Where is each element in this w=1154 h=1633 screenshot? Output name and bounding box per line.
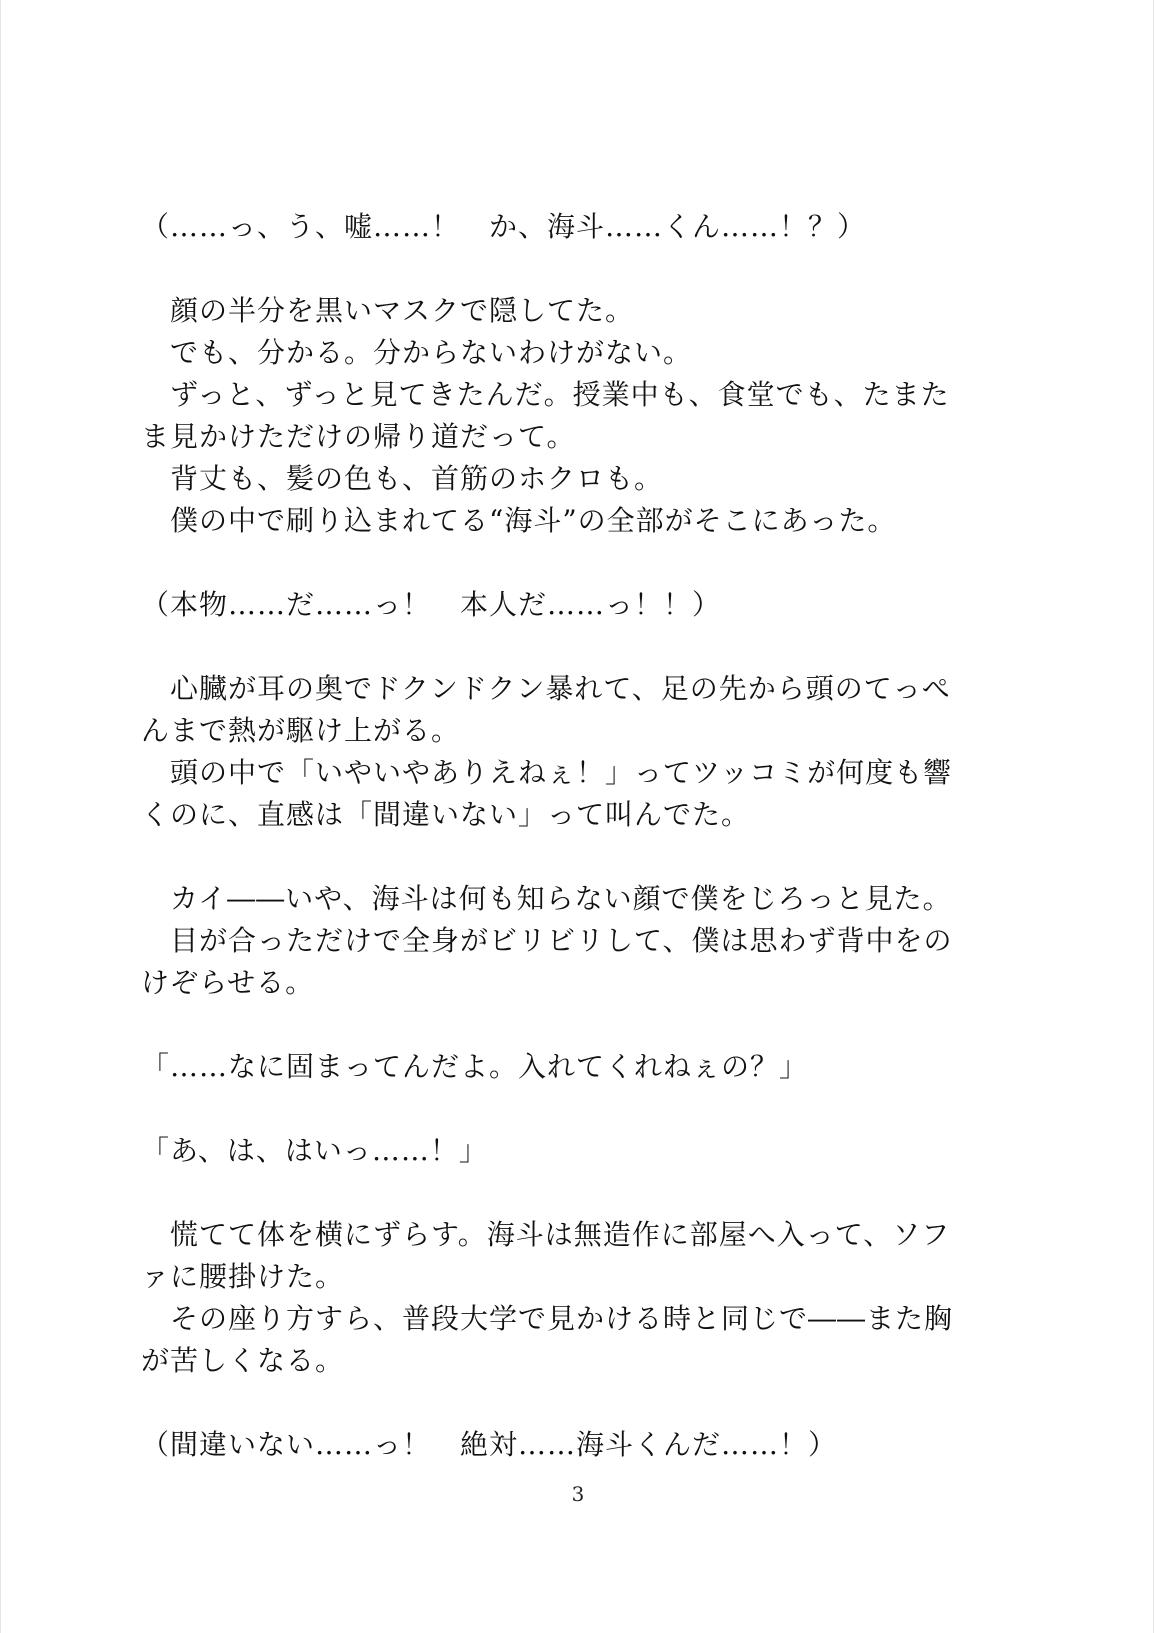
text-line: ァに腰掛けた。 xyxy=(141,1260,345,1293)
text-line: が苦しくなる。 xyxy=(141,1344,345,1377)
text-line: 背丈も、髪の色も、首筋のホクロも。 xyxy=(141,462,664,495)
blank-line xyxy=(141,1004,1021,1046)
text-line: けぞらせる。 xyxy=(141,966,315,999)
blank-line xyxy=(141,1088,1021,1130)
text-line: 「……なに固まってんだよ。入れてくれねぇの？」 xyxy=(141,1050,809,1083)
text-line: ま見かけただけの帰り道だって。 xyxy=(141,420,576,453)
text-line: んまで熱が駆け上がる。 xyxy=(141,714,461,747)
text-line: 顔の半分を黒いマスクで隠してた。 xyxy=(141,294,635,327)
blank-line xyxy=(141,1382,1021,1424)
text-line: 「あ、は、はいっ……！」 xyxy=(141,1134,488,1167)
page-number: 3 xyxy=(571,1482,585,1506)
text-line: 目が合っただけで全身がビリビリして、僕は思わず背中をの xyxy=(141,924,953,957)
text-line: （間違いない……っ！ 絶対……海斗くんだ……！） xyxy=(141,1428,838,1461)
text-line: （本物……だ……っ！ 本人だ……っ！！） xyxy=(141,588,722,621)
text-line: くのに、直感は「間違いない」って叫んでた。 xyxy=(141,798,751,831)
text-line: 僕の中で刷り込まれてる“海斗”の全部がそこにあった。 xyxy=(141,504,897,537)
text-line: その座り方すら、普段大学で見かける時と同じで――また胸 xyxy=(141,1302,954,1335)
blank-line xyxy=(141,248,1021,290)
blank-line xyxy=(141,542,1021,584)
text-line: 頭の中で「いやいやありえねぇ！」ってツッコミが何度も響 xyxy=(141,756,953,789)
text-line: 慌てて体を横にずらす。海斗は無造作に部屋へ入って、ソフ xyxy=(141,1218,951,1251)
blank-line xyxy=(141,836,1021,878)
text-line: （……っ、う、嘘……！ か、海斗……くん……！？） xyxy=(141,210,867,243)
body-text xyxy=(141,206,1021,1466)
text-line: ずっと、ずっと見てきたんだ。授業中も、食堂でも、たまた xyxy=(141,378,950,411)
text-line: でも、分かる。分からないわけがない。 xyxy=(141,336,693,369)
text-line: 心臓が耳の奥でドクンドクン暴れて、足の先から頭のてっぺ xyxy=(141,672,951,705)
blank-line xyxy=(141,626,1021,668)
blank-line xyxy=(141,1172,1021,1214)
text-line: カイ――いや、海斗は何も知らない顔で僕をじろっと見た。 xyxy=(141,882,952,915)
